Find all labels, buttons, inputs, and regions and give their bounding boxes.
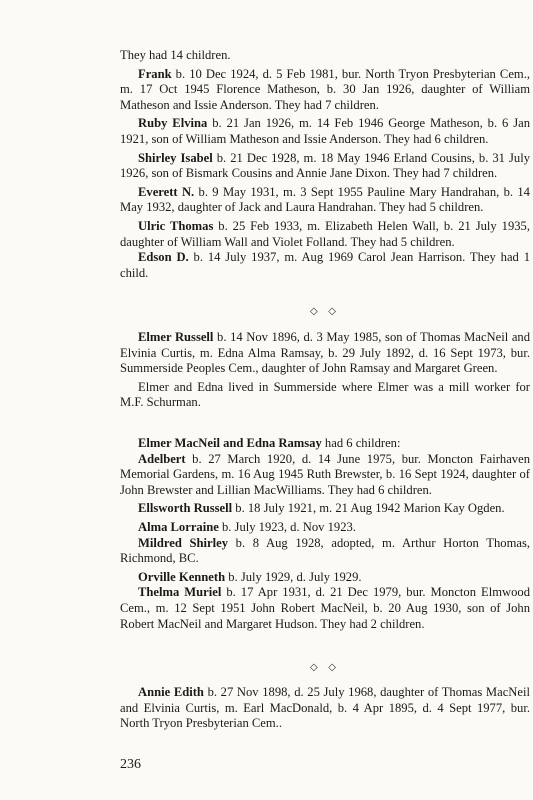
- entry-text: b. July 1923, d. Nov 1923.: [218, 519, 356, 534]
- annie-edith-block: [120, 685, 530, 732]
- entry-name: Orville Kenneth: [138, 569, 226, 584]
- entry-text: b. 21 Dec 1928, m. 18 May 1946 Erland Cousins, b. 31 July 1926, son of Bismark Cousins and Annie Jane Dixon. They had 7 children.: [120, 150, 530, 181]
- entry-elmer-russell: [120, 330, 530, 377]
- entry-text: b. 27 Nov 1898, d. 25 July 1968, daughter of Thomas MacNeil and Elvinia Curtis, m. Earl MacDonald, b. 4 Apr 1895, d. 4 Sept 1977, bur. North Tryon Presbyterian Cem..: [120, 685, 530, 731]
- entry-edson: [120, 250, 530, 281]
- entry-text: b. 25 Feb 1933, m. Elizabeth Helen Wall, b. 21 July 1935, daughter of William Wall and Violet Folland. They had 5 children.: [120, 218, 530, 249]
- entry-annie-edith: [120, 685, 530, 732]
- entry-text: b. 18 July 1921, m. 21 Aug 1942 Marion Kay Ogden.: [232, 501, 505, 516]
- entry-alma-lorraine: [120, 520, 530, 536]
- entry-adelbert: [120, 452, 530, 499]
- heading-rest: had 6 children:: [321, 436, 401, 450]
- entry-name: Ulric Thomas: [138, 218, 214, 233]
- entry-name: Adelbert: [138, 451, 186, 466]
- elmer-russell-block: [120, 330, 530, 411]
- entry-text: b. 17 Apr 1931, d. 21 Dec 1979, bur. Moncton Elmwood Cem., m. 12 Sept 1951 John Robert MacNeil, b. 20 Aug 1930, son of John Robert MacNeil and Margaret Hudson. They had 2 children.: [120, 585, 530, 631]
- entry-ruby-elvina: [120, 116, 530, 147]
- entry-name: Mildred Shirley: [138, 535, 228, 550]
- intro-line: They had 14 children.: [120, 48, 231, 62]
- section-separator: ◇ ◇: [310, 662, 340, 673]
- entry-thelma-muriel: [120, 585, 530, 632]
- entry-orville-kenneth: [120, 570, 530, 586]
- entry-name: Annie Edith: [138, 685, 204, 699]
- entry-name: Thelma Muriel: [138, 585, 222, 600]
- entry-text: b. 27 March 1920, d. 14 June 1975, bur. Moncton Fairhaven Memorial Gardens, m. 16 Aug 1945 Ruth Brewster, b. 16 Sept 1924, daughter of John Brewster and Lillian MacWilliams. They had 6 children.: [120, 451, 530, 497]
- entry-ulric-thomas: [120, 219, 530, 250]
- elmer-children-block: [120, 436, 530, 632]
- entry-shirley-isabel: [120, 151, 530, 182]
- entry-name: Alma Lorraine: [138, 519, 219, 534]
- entry-ellsworth-russell: [120, 501, 530, 517]
- entry-text: b. 9 May 1931, m. 3 Sept 1955 Pauline Mary Handrahan, b. 14 May 1932, daughter of Jack and Laura Handrahan. They had 5 children.: [120, 184, 530, 215]
- elmer-edna-paragraph: Elmer and Edna lived in Summerside where Elmer was a mill worker for M.F. Schurman.: [120, 379, 530, 410]
- entry-everett: [120, 185, 530, 216]
- children-list-block: [120, 48, 530, 281]
- entry-name: Edson D.: [138, 250, 189, 265]
- entry-mildred-shirley: [120, 536, 530, 567]
- entry-frank: [120, 67, 530, 114]
- entry-name: Shirley Isabel: [138, 150, 213, 165]
- entry-name: Ellsworth Russell: [138, 501, 233, 516]
- entry-text: b. 8 Aug 1928, adopted, m. Arthur Horton Thomas, Richmond, BC.: [120, 535, 531, 566]
- heading-name: Elmer MacNeil and Edna Ramsay: [138, 436, 322, 450]
- entry-text: b. 14 Nov 1896, d. 3 May 1985, son of Thomas MacNeil and Elvinia Curtis, m. Edna Alma Ramsay, b. 29 July 1892, d. 16 Sept 1973, bur. Summerside Peoples Cem., daughter of John Ramsay and Margaret Green.: [120, 330, 530, 376]
- children-heading: [120, 436, 530, 452]
- entry-name: Everett N.: [138, 184, 195, 199]
- page-number: 236: [120, 757, 141, 772]
- entry-text: b. 21 Jan 1926, m. 14 Feb 1946 George Matheson, b. 6 Jan 1921, son of William Matheson and Issie Anderson. They had 6 children.: [120, 116, 531, 146]
- entry-text: b. July 1929, d. July 1929.: [225, 569, 362, 584]
- entry-text: b. 10 Dec 1924, d. 5 Feb 1981, bur. North Tryon Presbyterian Cem., m. 17 Oct 1945 Florence Matheson, b. 30 Jan 1926, daughter of William Matheson and Issie Anderson. They had 7 children.: [120, 66, 530, 112]
- entry-name: Frank: [138, 66, 172, 81]
- entry-text: b. 14 July 1937, m. Aug 1969 Carol Jean Harrison. They had 1 child.: [120, 250, 530, 280]
- section-separator: ◇ ◇: [310, 306, 340, 317]
- entry-name: Elmer Russell: [138, 330, 214, 344]
- entry-name: Ruby Elvina: [138, 116, 208, 131]
